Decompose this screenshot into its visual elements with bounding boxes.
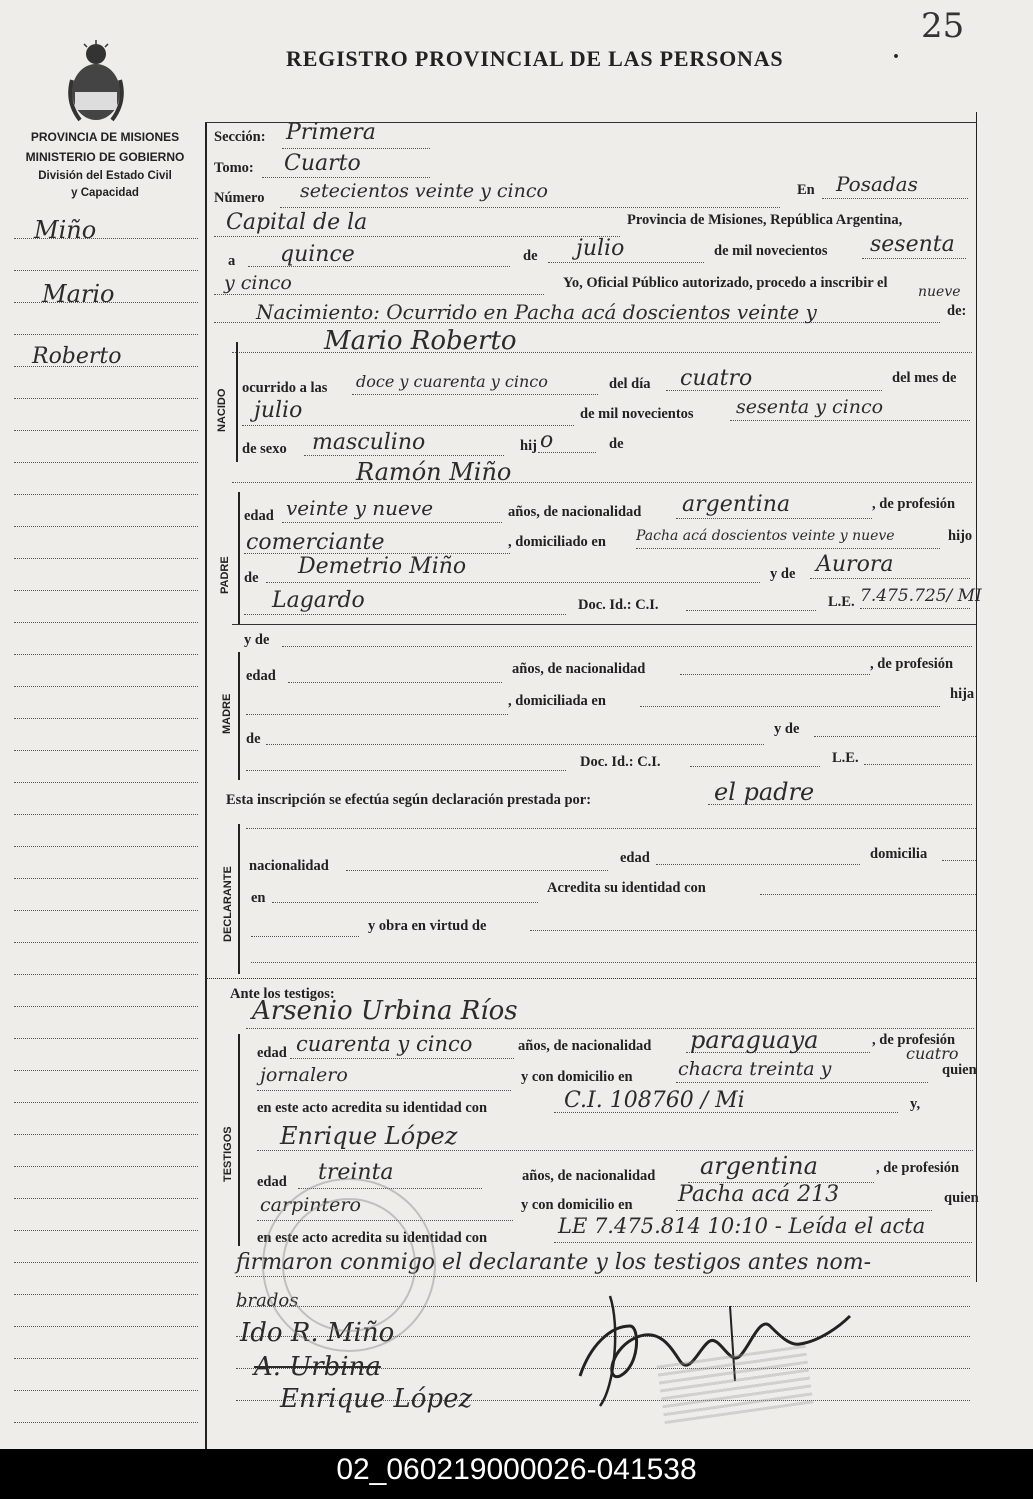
madre-y-de2-line xyxy=(814,736,976,737)
anio-label: de mil novecientos xyxy=(714,243,828,259)
closing-2: brados xyxy=(236,1290,299,1311)
t1-nac-label: años, de nacionalidad xyxy=(518,1038,652,1054)
declarante-line-1 xyxy=(246,828,976,829)
seccion-value: Primera xyxy=(286,120,376,145)
capital-value: Capital de la xyxy=(226,210,368,235)
margin-line xyxy=(14,782,198,783)
yo-text: Yo, Oficial Público autorizado, procedo a inscribir el xyxy=(563,275,888,291)
t2-quien-label: quien xyxy=(944,1190,979,1206)
t2-prof-label: , de profesión xyxy=(876,1160,960,1176)
t2-doc: LE 7.475.814 10:10 - Leída el acta xyxy=(558,1214,926,1238)
margin-line xyxy=(14,590,198,591)
margin-line xyxy=(14,270,198,271)
decl-acredita-label: Acredita su identidad con xyxy=(547,880,706,896)
t1-nac: paraguaya xyxy=(690,1026,819,1054)
mes-nac-line xyxy=(242,425,574,426)
mes-line xyxy=(548,262,704,263)
padre-doc-line xyxy=(686,610,816,611)
madre-bar xyxy=(238,652,240,780)
t1-edad-label: edad xyxy=(257,1045,287,1061)
t1-y-label: y, xyxy=(910,1096,921,1112)
padre-prof-value: comerciante xyxy=(246,530,385,555)
padre-nombre-value: Ramón Miño xyxy=(356,458,512,486)
decl-nac-line xyxy=(346,870,608,871)
margin-line xyxy=(14,654,198,655)
numero-value: setecientos veinte y cinco xyxy=(300,180,548,202)
page-number: 25 xyxy=(921,6,965,46)
padre-le-line xyxy=(860,608,970,609)
margin-line xyxy=(14,1134,198,1135)
padre-edad-value: veinte y nueve xyxy=(286,496,434,520)
padre-nac-line xyxy=(676,518,872,519)
provincia-text: Provincia de Misiones, República Argentina, xyxy=(627,212,903,228)
declaracion-value: el padre xyxy=(714,778,815,806)
hora-line xyxy=(352,394,598,395)
margin-line xyxy=(14,1102,198,1103)
madre-de-line xyxy=(266,744,764,745)
madre-y-de2-label: y de xyxy=(774,721,800,737)
margin-line xyxy=(14,942,198,943)
margin-line xyxy=(14,750,198,751)
padre-edad-line xyxy=(282,522,502,523)
sexo-line xyxy=(304,455,504,456)
t2-dom-label: y con domicilio en xyxy=(521,1197,633,1213)
padre-de-line xyxy=(266,582,760,583)
anio-nac-label: de mil novecientos xyxy=(580,406,694,422)
hijo-label: hij xyxy=(520,438,537,454)
t1-dom-label: y con domicilio en xyxy=(521,1069,633,1085)
margin-line xyxy=(14,718,198,719)
margin-line xyxy=(14,494,198,495)
header-title: REGISTRO PROVINCIAL DE LAS PERSONAS xyxy=(286,46,784,71)
margin-name-2: Roberto xyxy=(32,344,122,369)
decl-obra-label: y obra en virtud de xyxy=(368,918,487,934)
margin-line xyxy=(14,398,198,399)
t2-edad-label: edad xyxy=(257,1174,287,1190)
en-line xyxy=(822,198,968,199)
margin-line xyxy=(14,558,198,559)
hora-value: doce y cuarenta y cinco xyxy=(356,372,548,391)
t1-prof-label: , de profesión xyxy=(872,1032,956,1048)
t2-prof: carpintero xyxy=(260,1194,361,1216)
testigos-label: TESTIGOS xyxy=(222,1126,234,1182)
margin-line xyxy=(14,1294,198,1295)
decl-en-line xyxy=(272,902,538,903)
testigos-bar xyxy=(238,1034,240,1246)
madre-de-label: de xyxy=(246,731,261,747)
t1-prof-line xyxy=(257,1090,511,1091)
margin-line xyxy=(14,1422,198,1423)
padre-dom-label: , domiciliado en xyxy=(508,534,606,550)
t2-nac-label: años, de nacionalidad xyxy=(522,1168,656,1184)
padre-prof-label: , de profesión xyxy=(872,496,956,512)
madre-doc-line xyxy=(690,766,820,767)
margin-line xyxy=(14,974,198,975)
madre-le-line xyxy=(864,764,972,765)
numero-line xyxy=(280,207,780,208)
anio-cont-value: y cinco xyxy=(224,272,292,294)
padre-nombre-line xyxy=(232,482,972,483)
padre-y-de-label: y de xyxy=(770,566,796,582)
t2-acredita-label: en este acto acredita su identidad con xyxy=(257,1230,488,1246)
signature-testigo-2: Enrique López xyxy=(280,1384,473,1414)
nacido-bar xyxy=(236,342,238,462)
padre-label: PADRE xyxy=(219,556,231,594)
frame-right xyxy=(976,112,977,1282)
madre-prof-line xyxy=(246,714,508,715)
madre-nac-line xyxy=(680,674,870,675)
madre-label: MADRE xyxy=(221,693,233,734)
org-line-4: y Capacidad xyxy=(71,187,139,199)
org-line-1: PROVINCIA DE MISIONES xyxy=(30,130,180,144)
a-label: a xyxy=(228,253,236,269)
decl-obra-pre-line xyxy=(251,936,359,937)
t2-dom: Pacha acá 213 xyxy=(678,1182,840,1207)
margin-line xyxy=(14,1070,198,1071)
margin-line xyxy=(14,910,198,911)
ante-label: Ante los testigos: xyxy=(230,986,335,1002)
madre-y-de-label: y de xyxy=(244,632,270,648)
ocurrido-label: ocurrido a las xyxy=(242,380,328,396)
margin-line xyxy=(14,1326,198,1327)
madre-y-de-line xyxy=(282,646,972,647)
t1-dom: chacra treinta y xyxy=(678,1058,832,1080)
madre-dom-label: , domiciliada en xyxy=(508,693,606,709)
nacido-label: NACIDO xyxy=(216,388,228,432)
footer-bar xyxy=(0,1449,1033,1499)
madre-edad-label: edad xyxy=(246,668,276,684)
margin-line xyxy=(14,1166,198,1167)
t2-dom-line xyxy=(676,1210,932,1211)
margin-line xyxy=(14,814,198,815)
nacimiento-value: Nacimiento: Ocurrido en Pacha acá doscientos veinte y xyxy=(256,300,817,324)
del-mes-label: del mes de xyxy=(892,370,957,386)
seccion-line xyxy=(282,148,430,149)
t1-name: Arsenio Urbina Ríos xyxy=(252,996,518,1026)
padre-le-value: 7.475.725/ MI xyxy=(860,586,982,606)
madre-hija-label: hija xyxy=(950,686,975,702)
t2-name: Enrique López xyxy=(280,1122,458,1150)
declaracion-line xyxy=(708,804,972,805)
margin-surname: Miño xyxy=(34,216,97,244)
madre-le-label: L.E. xyxy=(832,750,859,766)
padre-dom-line xyxy=(636,548,940,549)
declaracion-text: Esta inscripción se efectúa según declaración prestada por: xyxy=(226,792,592,808)
nueve-value: nueve xyxy=(918,284,961,300)
margin-line xyxy=(14,430,198,431)
madre-doc-label: Doc. Id.: C.I. xyxy=(580,754,661,770)
margin-line xyxy=(14,1358,198,1359)
sexo-value: masculino xyxy=(312,430,426,455)
frame-left xyxy=(205,122,207,1449)
coat-of-arms-icon xyxy=(66,40,126,125)
padre-bar xyxy=(238,492,240,624)
t1-edad: cuarenta y cinco xyxy=(296,1032,473,1056)
margin-name-1: Mario xyxy=(42,280,115,308)
padre-hijo-label: hijo xyxy=(948,528,973,544)
madre-dom-line xyxy=(640,706,940,707)
decl-edad-label: edad xyxy=(620,850,650,866)
padre-nac-value: argentina xyxy=(682,492,791,517)
mes-value: julio xyxy=(576,236,625,261)
de-colon: de: xyxy=(947,303,967,319)
signature-testigo-1: A. Urbina xyxy=(254,1352,381,1382)
madre-de-line xyxy=(810,578,970,579)
seccion-label: Sección: xyxy=(214,129,266,145)
anio-cont-line xyxy=(214,294,544,295)
margin-line xyxy=(14,1230,198,1231)
tomo-label: Tomo: xyxy=(214,160,254,176)
padre-edad-label: edad xyxy=(244,508,274,524)
margin-line xyxy=(14,878,198,879)
margin-line xyxy=(14,1006,198,1007)
numero-label: Número xyxy=(214,190,265,206)
decl-edad-line xyxy=(656,864,860,865)
nombre-value: Mario Roberto xyxy=(324,326,517,356)
margin-line xyxy=(14,1390,198,1391)
margin-line xyxy=(14,846,198,847)
decl-obra-line xyxy=(530,930,976,931)
org-line-2: MINISTERIO DE GOBIERNO xyxy=(25,150,185,164)
t1-dom-line xyxy=(676,1082,928,1083)
decl-line-last xyxy=(251,962,976,963)
anio-nac-value: sesenta y cinco xyxy=(736,396,884,418)
margin-line xyxy=(14,686,198,687)
madre-doc-pre-line xyxy=(246,770,566,771)
padre-doc-label: Doc. Id.: C.I. xyxy=(578,597,659,613)
madre-edad-line xyxy=(288,682,502,683)
margin-line xyxy=(14,1198,198,1199)
tomo-value: Cuarto xyxy=(284,151,361,176)
dia-nac-value: cuatro xyxy=(680,366,753,391)
t2-name-line xyxy=(257,1150,973,1151)
de-label: de xyxy=(523,248,538,264)
org-line-3: División del Estado Civil xyxy=(38,170,172,182)
closing-1: firmaron conmigo el declarante y los testigos antes nom- xyxy=(236,1250,872,1275)
dia-value: quince xyxy=(280,242,355,267)
padre-le-label: L.E. xyxy=(828,594,855,610)
madre-de-cont-value: Lagardo xyxy=(272,588,365,613)
madre-de-cont-line xyxy=(244,614,566,615)
tomo-line xyxy=(262,177,430,178)
margin-line xyxy=(14,526,198,527)
t1-dom-extra: cuatro xyxy=(906,1044,959,1063)
t2-doc-line xyxy=(554,1242,972,1243)
t1-quien-label: quien xyxy=(942,1062,977,1078)
margin-line xyxy=(14,334,198,335)
nacido-de-label: de xyxy=(609,436,624,452)
declarante-bottom xyxy=(206,978,976,979)
t2-nac: argentina xyxy=(700,1152,818,1180)
decl-en-label: en xyxy=(251,890,266,906)
madre-nac-label: años, de nacionalidad xyxy=(512,661,646,677)
footer-code: 02_060219000026-041538 xyxy=(336,1453,697,1486)
margin-line xyxy=(14,1262,198,1263)
header-dot: · xyxy=(892,44,901,70)
t1-acredita-label: en este acto acredita su identidad con xyxy=(257,1100,488,1116)
anio-line xyxy=(862,258,966,259)
anio-nac-line xyxy=(730,420,970,421)
madre-prof-label: , de profesión xyxy=(870,656,954,672)
t1-doc: C.I. 108760 / Mi xyxy=(564,1088,745,1113)
del-dia-label: del día xyxy=(609,376,651,392)
margin-line xyxy=(14,622,198,623)
anio-value: sesenta xyxy=(870,232,955,257)
capital-line xyxy=(214,236,620,237)
padre-dom-value: Pacha acá doscientos veinte y nueve xyxy=(636,528,895,544)
decl-dom-line xyxy=(942,860,976,861)
en-label: En xyxy=(797,182,815,198)
decl-dom-label: domicilia xyxy=(870,846,928,862)
sexo-label: de sexo xyxy=(242,441,287,457)
hijo-value: o xyxy=(540,428,554,453)
signature-declarante: Ido R. Miño xyxy=(240,1318,395,1348)
decl-acredita-line xyxy=(760,894,976,895)
madre-de-value: Aurora xyxy=(816,552,894,577)
declarante-bar xyxy=(238,824,240,974)
en-value: Posadas xyxy=(836,172,918,196)
padre-de-value: Demetrio Miño xyxy=(298,554,467,579)
padre-bottom-line xyxy=(232,624,976,625)
stamp-circular-inner-icon xyxy=(282,1198,416,1332)
t2-edad: treinta xyxy=(318,1160,394,1185)
mes-nac-value: julio xyxy=(254,398,303,423)
padre-de-label: de xyxy=(244,570,259,586)
margin-line xyxy=(14,1038,198,1039)
declarante-label: DECLARANTE xyxy=(222,866,234,942)
decl-nac-label: nacionalidad xyxy=(249,858,329,874)
padre-nac-label: años, de nacionalidad xyxy=(508,504,642,520)
margin-line xyxy=(14,462,198,463)
t1-edad-line xyxy=(290,1058,514,1059)
t1-name-line xyxy=(246,1028,974,1029)
t1-prof: jornalero xyxy=(260,1064,348,1086)
